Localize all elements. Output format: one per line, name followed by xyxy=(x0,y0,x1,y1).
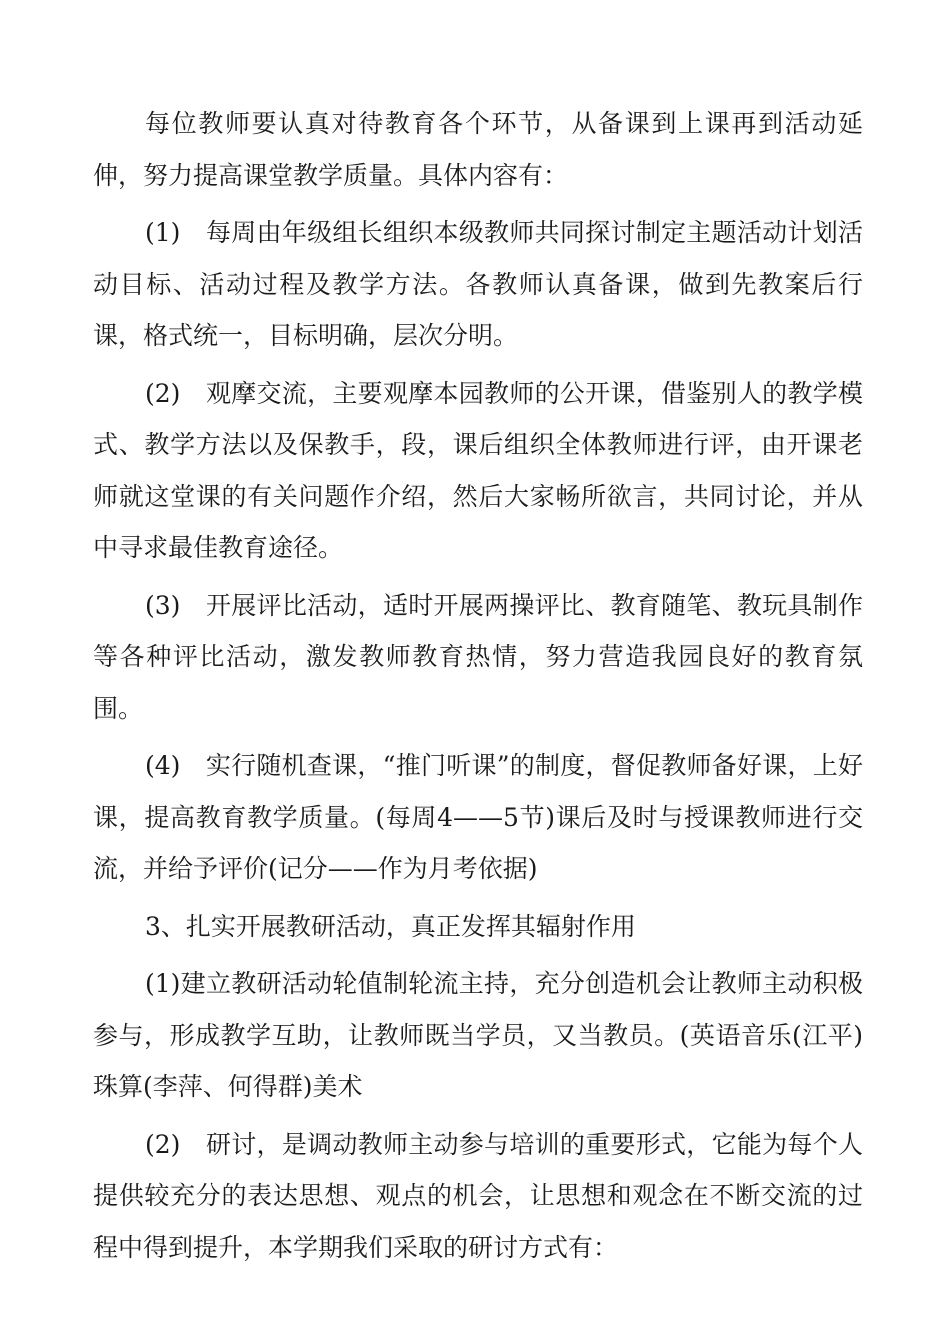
paragraph-section3-item-1: (1)建立教研活动轮值制轮流主持，充分创造机会让教师主动积极参与，形成教学互助，让教师既当学员，又当教员。(英语音乐(江平)珠算(李萍、何得群)美术 xyxy=(93,969,863,1101)
paragraph-section3-item-2: (2) 研讨，是调动教师主动参与培训的重要形式，它能为每个人提供较充分的表达思想、观点的机会，让思想和观念在不断交流的过程中得到提升，本学期我们采取的研讨方式有： xyxy=(93,1129,863,1262)
section-heading-3: 3、扎实开展教研活动，真正发挥其辐射作用 xyxy=(145,911,636,941)
paragraph-item-3: (3) 开展评比活动，适时开展两操评比、教育随笔、教玩具制作等各种评比活动，激发教师教育热情，努力营造我园良好的教育氛围。 xyxy=(93,590,863,723)
document-body xyxy=(93,98,863,1279)
paragraph-item-4: (4) 实行随机查课，“推门听课”的制度，督促教师备好课，上好课，提高教育教学质量。(每周4——5节)课后及时与授课教师进行交流，并给予评价(记分——作为月考依据) xyxy=(93,751,863,883)
paragraph-intro: 每位教师要认真对待教育各个环节，从备课到上课再到活动延伸，努力提高课堂教学质量。具体内容有： xyxy=(93,109,863,190)
paragraph-item-1: (1) 每周由年级组长组织本级教师共同探讨制定主题活动计划活动目标、活动过程及教学方法。各教师认真备课，做到先教案后行课，格式统一，目标明确，层次分明。 xyxy=(93,218,863,350)
paragraph-item-2: (2) 观摩交流，主要观摩本园教师的公开课，借鉴别人的教学模式、教学方法以及保教手，段，课后组织全体教师进行评，由开课老师就这堂课的有关问题作介绍，然后大家畅所欲言，共同讨论，并从中寻求最佳教育途径。 xyxy=(93,378,863,562)
